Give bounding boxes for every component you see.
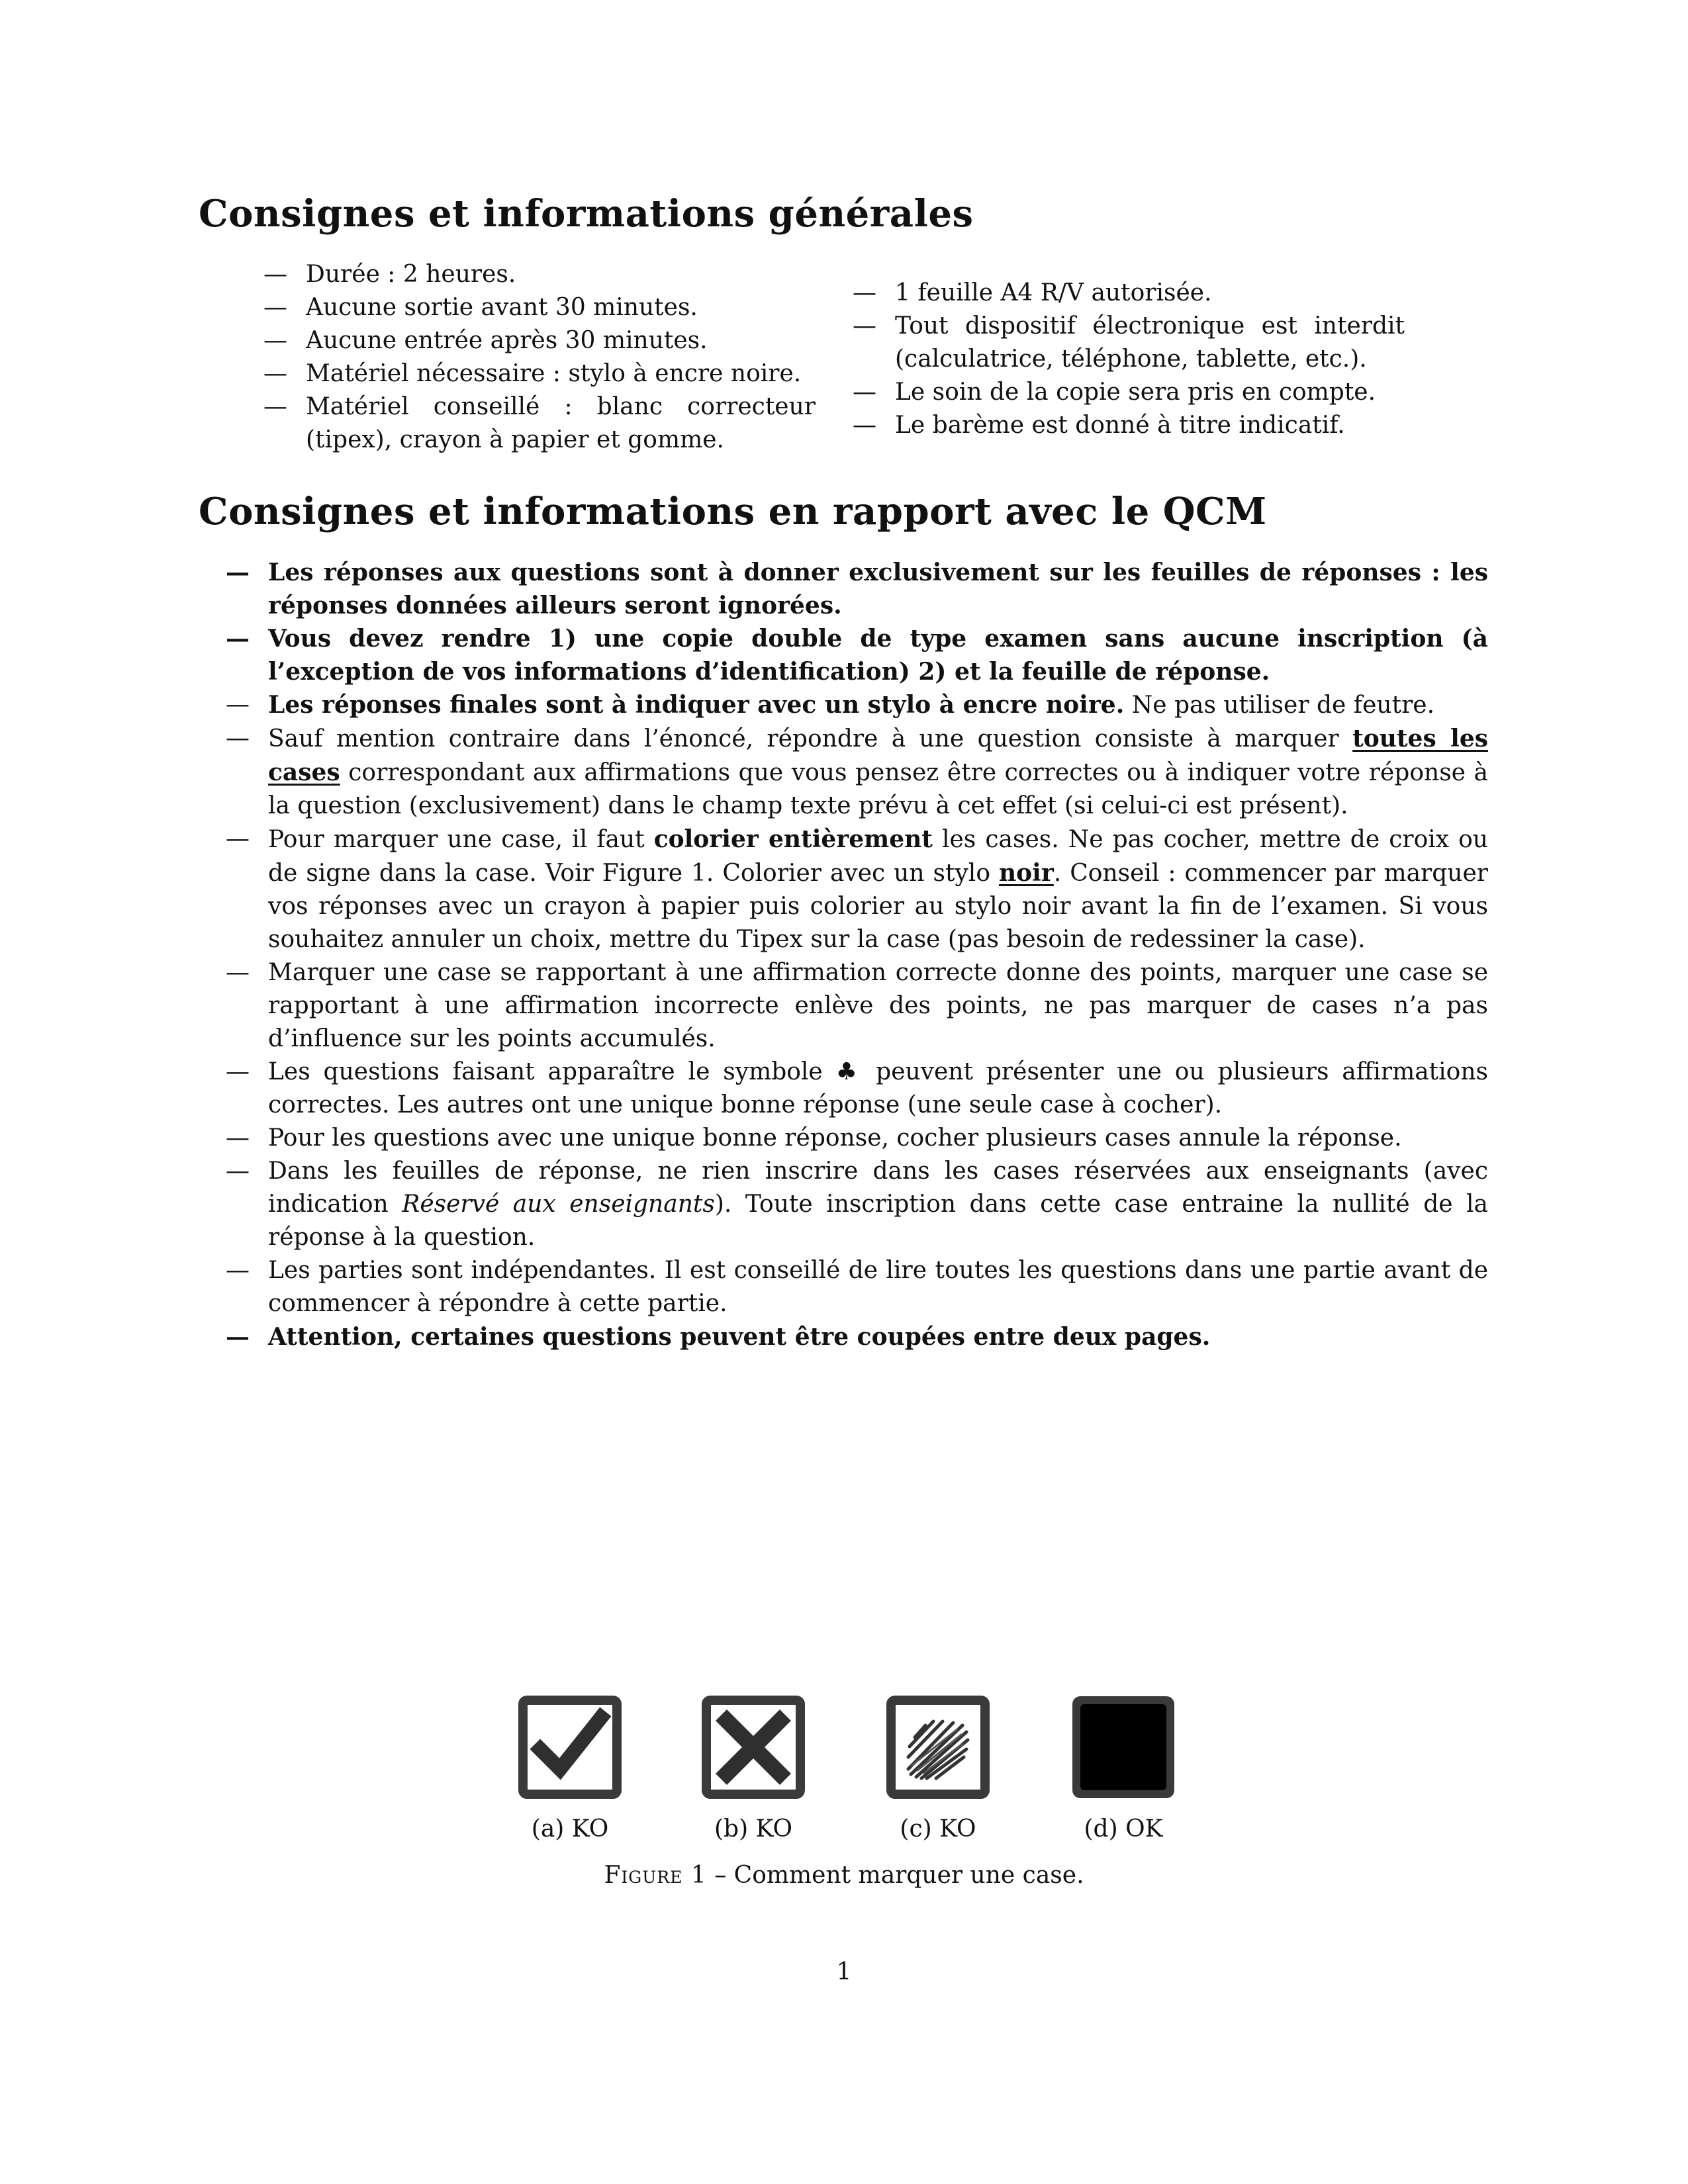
- page-number: 1: [836, 1958, 852, 1985]
- text-span: correspondant aux affirmations que vous pensez être correctes ou à indiquer votre réponse à la question (exclusivement) dans le champ texte prévu à cet effet (si celui-ci est présent).: [268, 759, 1488, 819]
- list-item: — Durée : 2 heures.: [306, 258, 816, 291]
- club-symbol-icon: ♣: [835, 1058, 863, 1085]
- list-item: [268, 1056, 1488, 1122]
- text-span: Ne pas utiliser de feutre.: [1124, 692, 1435, 719]
- text-span: Sauf mention contraire dans l’énoncé, répondre à une question consiste à marquer: [268, 725, 1353, 752]
- list-item: — Matériel nécessaire : stylo à encre noire.: [306, 357, 816, 390]
- list-item: — Matériel conseillé : blanc correcteur (tipex), crayon à papier et gomme.: [306, 390, 816, 457]
- section-title-qcm: Consignes et informations en rapport avec le QCM: [199, 490, 1267, 533]
- text-span: ). Toute inscription dans cette case entraine la nullité de la réponse à la question.: [268, 1191, 1489, 1251]
- figure-label: Figure 1: [604, 1862, 707, 1889]
- list-item: — Les parties sont indépendantes. Il est conseillé de lire toutes les questions dans une partie avant de commencer à répondre à cette partie.: [268, 1254, 1488, 1320]
- text-span: Les questions faisant apparaître le symbole: [268, 1058, 836, 1085]
- figure-caption-a: (a) KO: [531, 1815, 609, 1843]
- list-item: — Aucune sortie avant 30 minutes.: [306, 291, 816, 324]
- checkmark-box-icon: [514, 1691, 626, 1803]
- list-item: — Pour les questions avec une unique bonne réponse, cocher plusieurs cases annule la réponse.: [268, 1122, 1488, 1155]
- qcm-instructions-list: [268, 556, 1488, 1353]
- general-list-right: [895, 277, 1405, 442]
- list-item: [268, 722, 1488, 823]
- figure-title: [0, 1861, 1688, 1890]
- text-span: Dans les feuilles de réponse, ne rien inscrire dans les cases réservées aux enseignants (avec indication: [268, 1158, 1488, 1218]
- figure-caption-d: (d) OK: [1084, 1815, 1163, 1843]
- text-span: Pour marquer une case, il faut: [268, 826, 654, 853]
- list-item: — Marquer une case se rapportant à une affirmation correcte donne des points, marquer une case se rapportant à une affirmation incorrecte enlève des points, ne pas marquer de cases n’a pas d’influence sur les points accumulés.: [268, 956, 1488, 1056]
- text-span: les cases. Ne pas cocher, mettre de croix ou de signe dans la case. Voir Figure 1. Colorier avec un stylo: [268, 826, 1488, 887]
- emphasis-text: Réservé aux enseignants: [402, 1191, 715, 1218]
- text-span: . Conseil : commencer par marquer vos réponses avec un crayon à papier puis colorier au stylo noir avant la fin de l’examen. Si vous souhaitez annuler un choix, mettre du Tipex sur la case (pas besoin de redessiner la case).: [268, 860, 1489, 953]
- list-item: — 1 feuille A4 R/V autorisée.: [895, 277, 1405, 310]
- general-list-left: [306, 258, 816, 457]
- cross-box-icon: [697, 1691, 810, 1803]
- emphasis-text: toutes les cases: [268, 725, 1488, 786]
- list-item: — Tout dispositif électronique est interdit (calculatrice, téléphone, tablette, etc.).: [895, 310, 1405, 376]
- list-item: — Le soin de la copie sera pris en compte.: [895, 376, 1405, 409]
- list-item: — Le barème est donné à titre indicatif.: [895, 409, 1405, 442]
- list-item: [268, 688, 1488, 722]
- emphasis-text: noir: [998, 859, 1054, 887]
- text-span: peuvent présenter une ou plusieurs affirmations correctes. Les autres ont une unique bonne réponse (une seule case à cocher).: [268, 1058, 1488, 1118]
- list-item: — Vous devez rendre 1) une copie double de type examen sans aucune inscription (à l’exception de vos informations d’identification) 2) et la feuille de réponse.: [268, 622, 1488, 688]
- figure-caption-b: (b) KO: [714, 1815, 793, 1843]
- filled-box-icon: [1067, 1691, 1180, 1803]
- list-item: [268, 823, 1488, 956]
- emphasis-text: Les réponses finales sont à indiquer avec un stylo à encre noire.: [268, 691, 1125, 719]
- figure-caption-c: (c) KO: [900, 1815, 976, 1843]
- list-item: — Aucune entrée après 30 minutes.: [306, 324, 816, 357]
- list-item: — Attention, certaines questions peuvent être coupées entre deux pages.: [268, 1320, 1488, 1353]
- emphasis-text: colorier entièrement: [653, 825, 933, 853]
- scribble-box-icon: [882, 1691, 994, 1803]
- list-item: — Les réponses aux questions sont à donner exclusivement sur les feuilles de réponses : les réponses données ailleurs seront ignorées.: [268, 556, 1488, 622]
- list-item: [268, 1155, 1488, 1254]
- section-title-general: Consignes et informations générales: [199, 192, 974, 236]
- figure-caption-text: – Comment marquer une case.: [706, 1862, 1084, 1889]
